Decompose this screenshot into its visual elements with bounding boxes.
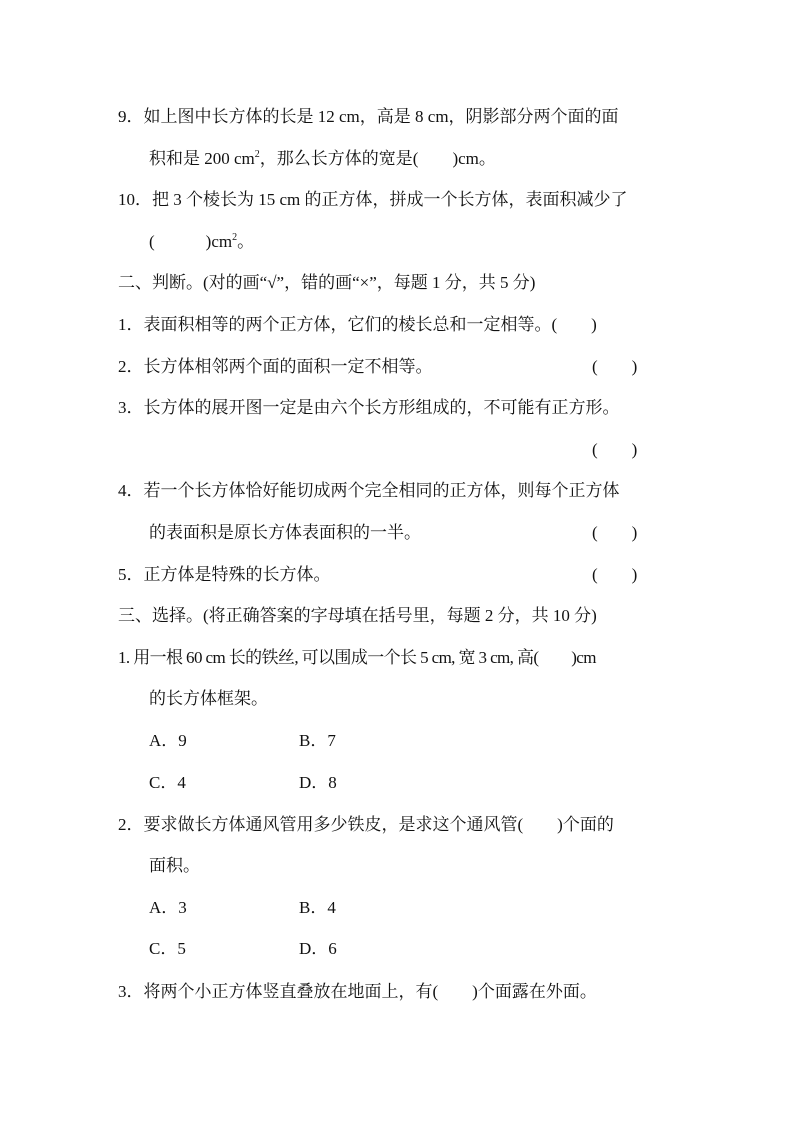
choice-q1-option-a[interactable]: A．9 [149, 731, 187, 750]
choice-q3-line1: 3．将两个小正方体竖直叠放在地面上，有( )个面露在外面。 [118, 982, 597, 1001]
judge-q2: 2．长方体相邻两个面的面积一定不相等。 [118, 357, 433, 376]
judge-q5: 5．正方体是特殊的长方体。 [118, 565, 331, 584]
section3-heading: 三、选择。(将正确答案的字母填在括号里，每题 2 分，共 10 分) [118, 606, 597, 625]
q9-text-post: ，那么长方体的宽是( )cm。 [259, 149, 496, 168]
q9-line2 [149, 148, 496, 170]
q9-line1: 9．如上图中长方体的长是 12 cm，高是 8 cm，阴影部分两个面的面 [118, 107, 619, 126]
choice-q2-option-d[interactable]: D．6 [299, 939, 337, 958]
choice-q1-option-b[interactable]: B．7 [299, 731, 336, 750]
judge-q3-answer[interactable]: ( ) [592, 440, 638, 459]
choice-q1-option-c[interactable]: C．4 [149, 773, 186, 792]
q9-sup: 2 [254, 149, 260, 160]
q10-text: ( )cm [149, 232, 233, 251]
q9-text: 积和是 200 cm [149, 149, 255, 168]
judge-q2-answer[interactable]: ( ) [592, 357, 638, 376]
choice-q1-line1: 1. 用一根 60 cm 长的铁丝, 可以围成一个长 5 cm, 宽 3 cm, 高( )cm [118, 648, 596, 667]
judge-q1: 1．表面积相等的两个正方体，它们的棱长总和一定相等。( ) [118, 315, 597, 334]
judge-q4-line2: 的表面积是原长方体表面积的一半。 [149, 523, 421, 542]
choice-q2-option-b[interactable]: B．4 [299, 898, 336, 917]
q10-line1: 10．把 3 个棱长为 15 cm 的正方体，拼成一个长方体，表面积减少了 [118, 190, 628, 209]
choice-q1-line2: 的长方体框架。 [149, 689, 268, 708]
choice-q1-option-d[interactable]: D．8 [299, 773, 337, 792]
judge-q4-line1: 4．若一个长方体恰好能切成两个完全相同的正方体，则每个正方体 [118, 481, 620, 500]
choice-q2-option-c[interactable]: C．5 [149, 939, 186, 958]
choice-q2-option-a[interactable]: A．3 [149, 898, 187, 917]
section2-heading: 二、判断。(对的画“√”，错的画“×”，每题 1 分，共 5 分) [118, 273, 536, 292]
judge-q3: 3．长方体的展开图一定是由六个长方形组成的，不可能有正方形。 [118, 398, 620, 417]
q10-text-post: 。 [237, 232, 255, 251]
judge-q5-answer[interactable]: ( ) [592, 565, 638, 584]
choice-q2-line1: 2．要求做长方体通风管用多少铁皮，是求这个通风管( )个面的 [118, 815, 614, 834]
q10-line2 [149, 231, 254, 253]
judge-q4-answer[interactable]: ( ) [592, 523, 638, 542]
q10-sup: 2 [232, 232, 238, 243]
choice-q2-line2: 面积。 [149, 856, 200, 875]
